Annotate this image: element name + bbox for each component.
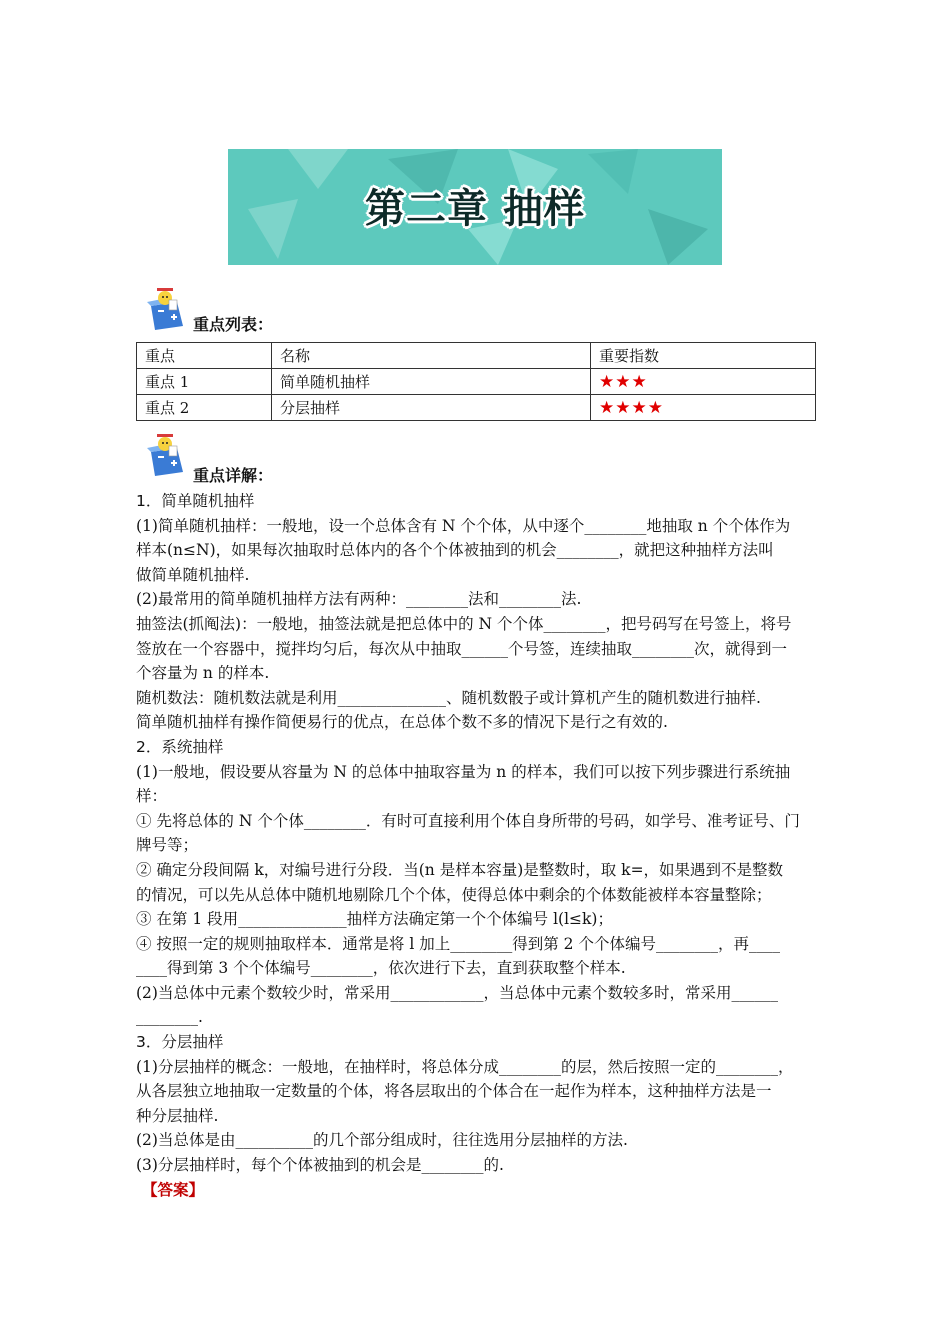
name-cell: 分层抽样 [272,395,591,421]
text-line: (1)简单随机抽样：一般地，设一个总体含有 N 个个体，从中逐个________地抽取 n 个个体作为 [136,516,791,535]
details-heading: 重点详解： [193,466,274,485]
header-cell: 重点 [137,343,272,369]
text-line: 样本(n≤N)，如果每次抽取时总体内的各个个体被抽到的机会________，就把这种抽样方法叫 [136,541,774,560]
text-line: 样： [136,787,168,806]
key-list-heading: 重点列表： [193,315,274,334]
text-line: ② 确定分段间隔 k，对编号进行分段．当(n 是样本容量)是整数时，取 k=，如果遇到不是整数 [136,860,784,879]
text-line: 签放在一个容器中，搅拌均匀后，每次从中抽取______个号签，连续抽取________次，就得到一 [136,639,788,658]
details-body [136,489,816,1202]
text-line: (1)分层抽样的概念：一般地，在抽样时，将总体分成________的层，然后按照一定的________， [136,1057,794,1076]
star-rating: ★★★★ [599,397,664,418]
text-line: (2)最常用的简单随机抽样方法有两种：________法和________法. [136,590,582,609]
text-line: 做简单随机抽样. [136,565,250,584]
text-line: ① 先将总体的 N 个个体________．有时可直接利用个体自身所带的号码，如学号、准考证号、门 [136,811,800,830]
study-mascot-icon [147,286,187,332]
text-line: 简单随机抽样有操作简便易行的优点，在总体个数不多的情况下是行之有效的. [136,713,668,732]
table-row [137,395,816,421]
text-line: (2)当总体中元素个数较少时，常采用____________，当总体中元素个数较多时，常采用______ [136,983,778,1002]
table-row [137,369,816,395]
text-line: 的情况，可以先从总体中随机地剔除几个个体，使得总体中剩余的个体数能被样本容量整除； [136,885,772,904]
table-header-row [137,343,816,369]
section-heading: 1．简单随机抽样 [136,492,255,510]
text-line: 个容量为 n 的样本. [136,664,270,683]
text-line: ③ 在第 1 段用______________抽样方法确定第一个个体编号 l(l≤k)； [136,910,613,929]
point-cell: 重点 1 [137,369,272,395]
text-line: (2)当总体是由__________的几个部分组成时，往往选用分层抽样的方法. [136,1131,628,1150]
text-line: (3)分层抽样时，每个个体被抽到的机会是________的. [136,1156,504,1175]
text-line: 种分层抽样. [136,1106,219,1125]
text-line: ________. [136,1008,203,1027]
importance-cell [591,369,816,395]
text-line: 抽签法(抓阄法)：一般地，抽签法就是把总体中的 N 个个体________，把号码写在号签上，将号 [136,614,792,633]
text-line: (1)一般地，假设要从容量为 N 的总体中抽取容量为 n 的样本，我们可以按下列步骤进行系统抽 [136,762,791,781]
star-rating: ★★★ [599,371,648,392]
key-points-table [136,342,816,421]
study-mascot-icon [147,432,187,478]
text-line: ____得到第 3 个个体编号________，依次进行下去，直到获取整个样本. [136,959,626,978]
importance-cell [591,395,816,421]
name-cell: 简单随机抽样 [272,369,591,395]
text-line: ④ 按照一定的规则抽取样本．通常是将 l 加上________得到第 2 个个体编号________，再____ [136,934,780,953]
point-cell: 重点 2 [137,395,272,421]
answer-label: 【答案】 [142,1179,205,1199]
section-heading: 2．系统抽样 [136,737,224,756]
chapter-title: 第二章 抽样 [365,186,585,232]
section-heading: 3．分层抽样 [136,1033,224,1052]
chapter-banner [228,149,722,265]
text-line: 随机数法：随机数法就是利用______________、随机数骰子或计算机产生的随机数进行抽样. [136,688,761,707]
header-cell: 重要指数 [591,343,816,369]
text-line: 从各层独立地抽取一定数量的个体，将各层取出的个体合在一起作为样本，这种抽样方法是一 [136,1082,772,1101]
text-line: 牌号等； [136,836,199,855]
header-cell: 名称 [272,343,591,369]
